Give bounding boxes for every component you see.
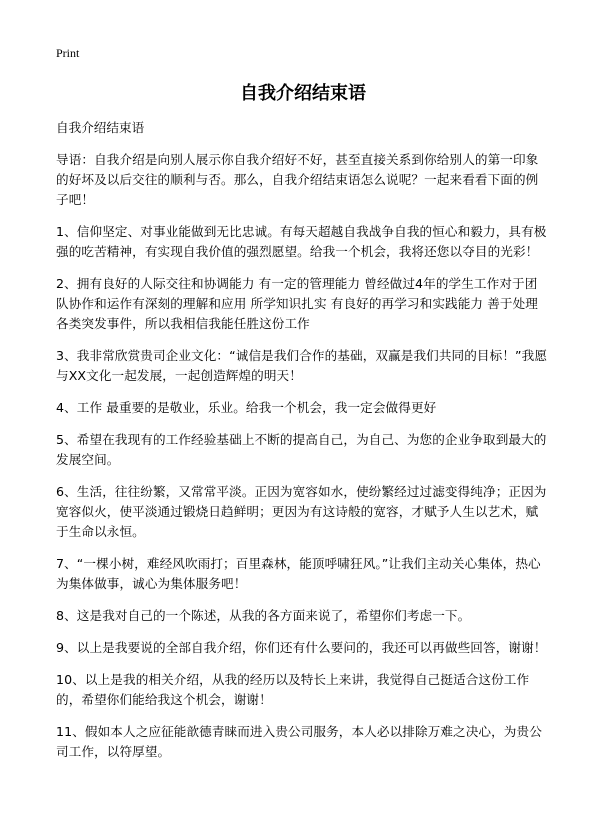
paragraph-2: 2、拥有良好的人际交往和协调能力 有一定的管理能力 曾经做过4年的学生工作对于团队协作和运作有深刻的理解和应用 所学知识扎实 有良好的再学习和实践能力 善于处理各类突发事件，所以我相信我能任胜这份工作 bbox=[56, 276, 538, 331]
paragraph-11: 11、假如本人之应征能歆德青睐而进入贵公司服务，本人必以排除万难之决心，为贵公司工作，以符厚望。 bbox=[56, 724, 542, 759]
intro-paragraph: 导语：自我介绍是向别人展示你自我介绍好不好，甚至直接关系到你给别人的第一印象的好坏及以后交往的顺利与否。那么，自我介绍结束语怎么说呢？一起来看看下面的例子吧！ bbox=[56, 152, 539, 207]
paragraph-4: 4、工作 最重要的是敬业，乐业。给我一个机会，我一定会做得更好 bbox=[56, 400, 437, 415]
paragraph-10: 10、以上是我的相关介绍，从我的经历以及特长上来讲，我觉得自己挺适合这份工作的，希望你们能给我这个机会，谢谢！ bbox=[56, 672, 530, 707]
paragraph-7: 7、“一棵小树，难经风吹雨打；百里森林，能顶呼啸狂风。”让我们主动关心集体，热心为集体做事，诚心为集体服务吧！ bbox=[56, 556, 541, 591]
paragraph-8: 8、这是我对自己的一个陈述，从我的各方面来说了，希望你们考虑一下。 bbox=[56, 608, 471, 623]
document-title: 自我介绍结束语 bbox=[240, 83, 366, 104]
print-link[interactable]: Print bbox=[56, 46, 80, 60]
paragraph-9: 9、以上是我要说的全部自我介绍，你们还有什么要问的，我还可以再做些回答，谢谢！ bbox=[56, 640, 547, 655]
paragraph-6: 6、生活，往往纷繁，又常常平淡。正因为宽容如水，使纷繁经过过滤变得纯净；正因为宽容似火，使平淡通过锻烧日趋鲜明；更因为有这诗般的宽容，才赋予人生以艺术，赋于生命以永恒。 bbox=[56, 484, 547, 539]
paragraph-1: 1、信仰坚定、对事业能做到无比忠诚。有每天超越自我战争自我的恒心和毅力，具有极强的吃苦精神，有实现自我价值的强烈愿望。给我一个机会，我将还您以夺目的光彩！ bbox=[56, 224, 547, 259]
document-subtitle: 自我介绍结束语 bbox=[56, 120, 145, 135]
paragraph-5: 5、希望在我现有的工作经验基础上不断的提高自己，为自己、为您的企业争取到最大的发展空间。 bbox=[56, 432, 547, 467]
paragraph-3: 3、我非常欣赏贵司企业文化：“诚信是我们合作的基础，双赢是我们共同的目标！”我愿与XX文化一起发展，一起创造辉煌的明天！ bbox=[56, 348, 548, 383]
